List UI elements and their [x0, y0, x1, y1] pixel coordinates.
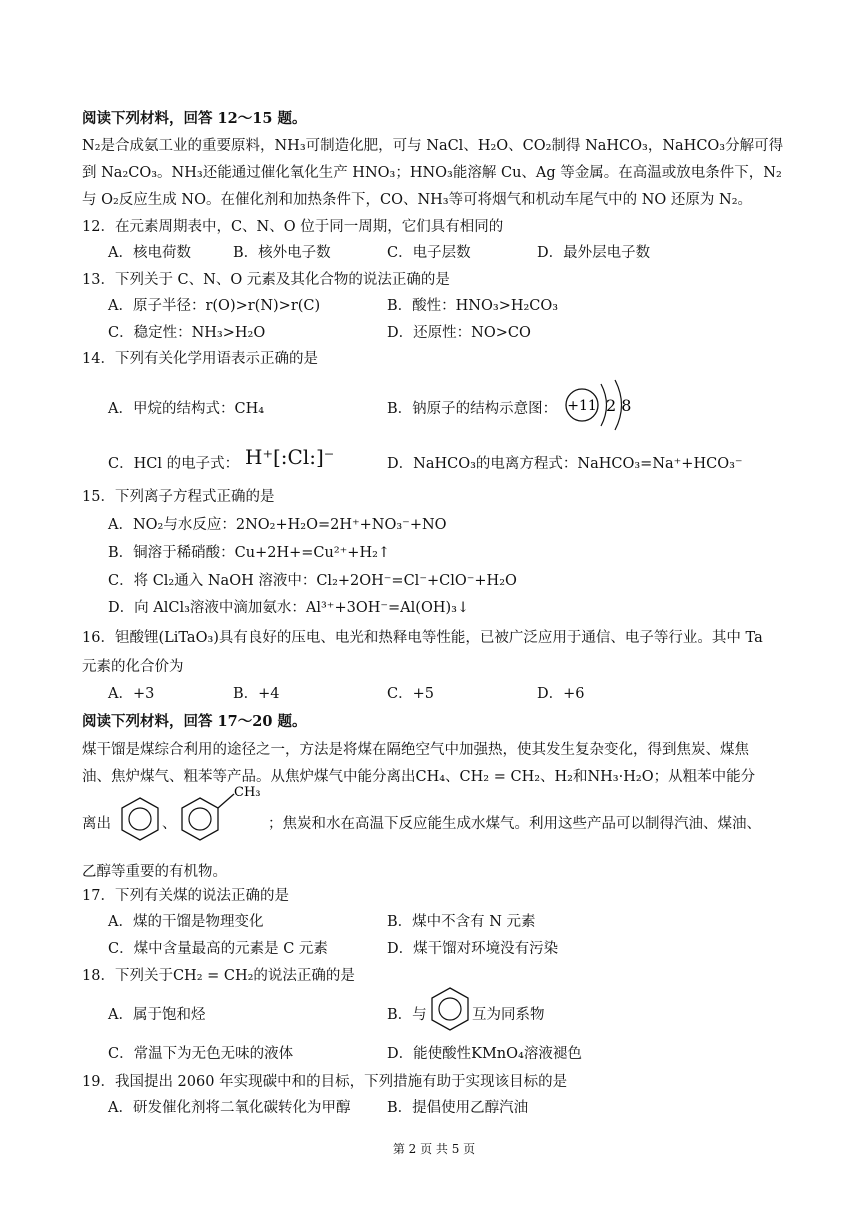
- question-14: 14．下列有关化学用语表示正确的是: [82, 351, 318, 367]
- q13-option-c: C．稳定性：NH₃>H₂O: [108, 325, 266, 341]
- material-line: 离出: [82, 816, 111, 832]
- q19-option-b: B．提倡使用乙醇汽油: [387, 1100, 529, 1116]
- material-line: 油、焦炉煤气、粗苯等产品。从焦炉煤气中能分离出CH₄、CH₂ = CH₂、H₂和NH₃·H₂O；从粗苯中能分: [82, 769, 756, 785]
- question-17: 17．下列有关煤的说法正确的是: [82, 888, 289, 904]
- question-16-cont: 元素的化合价为: [82, 659, 184, 675]
- section-heading-2: 阅读下列材料，回答 17～20 题。: [82, 713, 307, 730]
- toluene-structure: [178, 786, 268, 844]
- q12-option-a: A．核电荷数: [108, 245, 191, 261]
- question-13: 13．下列关于 C、N、O 元素及其化合物的说法正确的是: [82, 272, 450, 288]
- q18-option-c: C．常温下为无色无味的液体: [108, 1046, 294, 1062]
- q16-option-b: B．+4: [233, 686, 280, 702]
- question-12: 12．在元素周期表中，C、N、O 位于同一周期，它们具有相同的: [82, 219, 504, 235]
- nucleus-charge: +11: [567, 398, 597, 414]
- q18-option-b-tail: 互为同系物: [472, 1007, 545, 1023]
- q15-option-c: C．将 Cl₂通入 NaOH 溶液中：Cl₂+2OH⁻=Cl⁻+ClO⁻+H₂O: [108, 573, 517, 589]
- electron-shells: 2 8: [606, 396, 632, 415]
- q17-option-b: B．煤中不含有 N 元素: [387, 914, 536, 930]
- q18-option-d: D．能使酸性KMnO₄溶液褪色: [387, 1046, 582, 1062]
- q12-option-c: C．电子层数: [387, 245, 471, 261]
- material-line: N₂是合成氨工业的重要原料，NH₃可制造化肥，可与 NaCl、H₂O、CO₂制得 NaHCO₃，NaHCO₃分解可得: [82, 138, 784, 154]
- benzene-structure: [118, 796, 162, 844]
- methyl-label: CH₃: [234, 785, 261, 800]
- q13-option-d: D．还原性：NO>CO: [387, 325, 531, 341]
- q14-option-b: B．钠原子的结构示意图：: [387, 401, 558, 417]
- q16-option-d: D．+6: [537, 686, 585, 702]
- q14-option-d: D．NaHCO₃的电离方程式：NaHCO₃=Na⁺+HCO₃⁻: [387, 456, 743, 472]
- q16-option-a: A．+3: [108, 686, 155, 702]
- hcl-electron-formula: H⁺[:Cl:]⁻: [245, 445, 335, 469]
- material-line: 与 O₂反应生成 NO。在催化剂和加热条件下，CO、NH₃等可将烟气和机动车尾气中的 NO 还原为 N₂。: [82, 192, 753, 208]
- q15-option-a: A．NO₂与水反应：2NO₂+H₂O=2H⁺+NO₃⁻+NO: [108, 517, 447, 533]
- material-line: 到 Na₂CO₃。NH₃还能通过催化氧化生产 HNO₃；HNO₃能溶解 Cu、Ag 等金属。在高温或放电条件下，N₂: [82, 165, 782, 181]
- q17-option-d: D．煤干馏对环境没有污染: [387, 941, 559, 957]
- benzene-structure: [428, 986, 472, 1034]
- question-19: 19．我国提出 2060 年实现碳中和的目标，下列措施有助于实现该目标的是: [82, 1074, 568, 1090]
- section-heading-1: 阅读下列材料，回答 12～15 题。: [82, 110, 307, 127]
- q18-option-a: A．属于饱和烃: [108, 1007, 206, 1023]
- q18-option-b: B．与: [387, 1007, 427, 1023]
- q13-option-a: A．原子半径：r(O)>r(N)>r(C): [108, 298, 321, 314]
- material-line: 乙醇等重要的有机物。: [82, 864, 227, 880]
- question-15: 15．下列离子方程式正确的是: [82, 489, 275, 505]
- q17-option-c: C．煤中含量最高的元素是 C 元素: [108, 941, 328, 957]
- q13-option-b: B．酸性：HNO₃>H₂CO₃: [387, 298, 559, 314]
- q12-option-d: D．最外层电子数: [537, 245, 651, 261]
- sodium-atom-diagram: [560, 378, 640, 438]
- q19-option-a: A．研发催化剂将二氧化碳转化为甲醇: [108, 1100, 351, 1116]
- q15-option-d: D．向 AlCl₃溶液中滴加氨水：Al³⁺+3OH⁻=Al(OH)₃↓: [108, 600, 470, 616]
- question-18: 18．下列关于CH₂ = CH₂的说法正确的是: [82, 968, 355, 984]
- q16-option-c: C．+5: [387, 686, 434, 702]
- page-footer: 第 2 页 共 5 页: [392, 1142, 476, 1156]
- question-16: 16．钽酸锂(LiTaO₃)具有良好的压电、电光和热释电等性能，已被广泛应用于通信、电子等行业。其中 Ta: [82, 630, 763, 646]
- material-line: 煤干馏是煤综合利用的途径之一，方法是将煤在隔绝空气中加强热，使其发生复杂变化，得到焦炭、煤焦: [82, 742, 749, 758]
- q14-option-a: A．甲烷的结构式：CH₄: [108, 401, 265, 417]
- material-line: ；焦炭和水在高温下反应能生成水煤气。利用这些产品可以制得汽油、煤油、: [268, 816, 761, 832]
- q15-option-b: B．铜溶于稀硝酸：Cu+2H+=Cu²⁺+H₂↑: [108, 545, 391, 561]
- q17-option-a: A．煤的干馏是物理变化: [108, 914, 264, 930]
- q12-option-b: B．核外电子数: [233, 245, 331, 261]
- q14-option-c: C．HCl 的电子式：: [108, 456, 240, 472]
